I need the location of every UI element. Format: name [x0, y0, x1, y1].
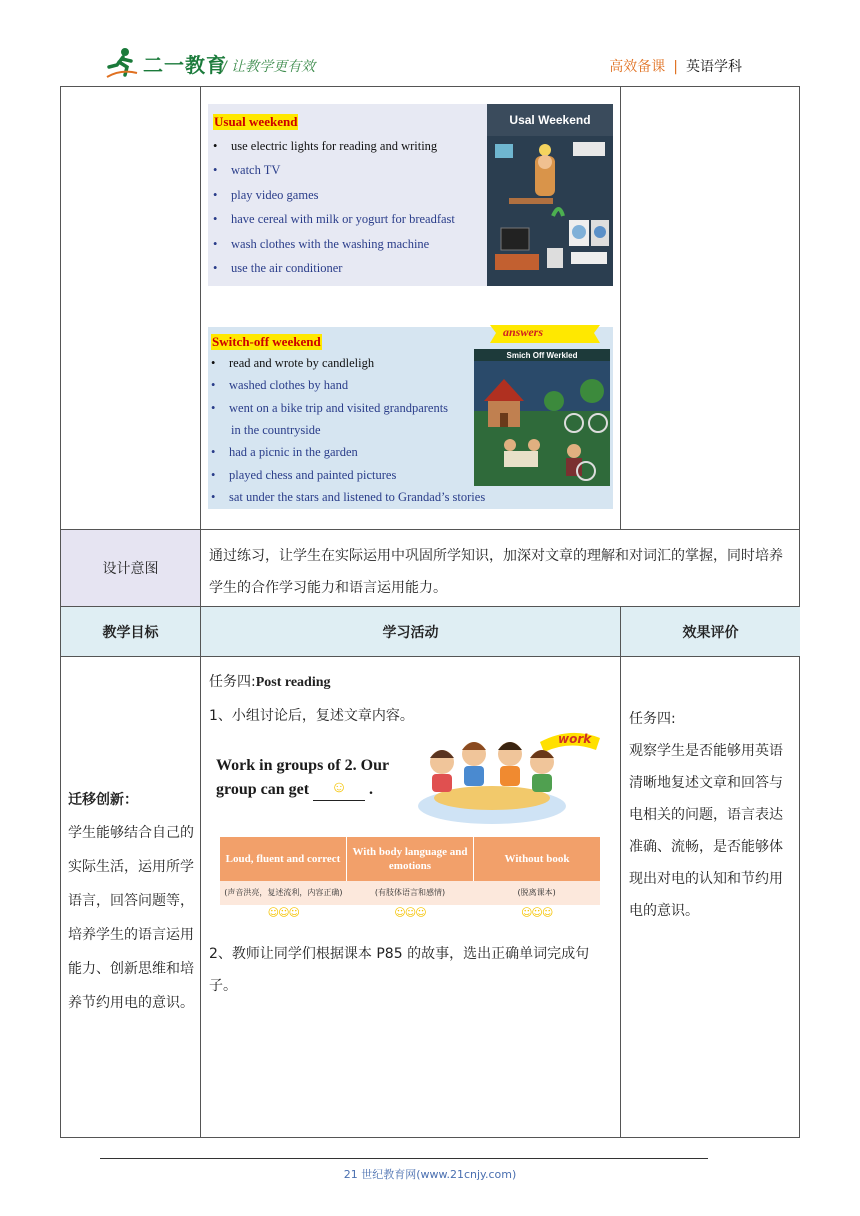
illustration-caption: Smich Off Werkled: [506, 351, 578, 360]
design-intent-label: 设计意图: [102, 561, 159, 577]
answers-badge: answers: [503, 325, 544, 339]
evaluation-text: 观察学生是否能够用英语清晰地复述文章和回答与电相关的问题，语言表达准确、流畅，是否能够体现出对电的认知和节约用电的意识。: [629, 743, 783, 919]
evaluation-title: 任务四:: [629, 711, 676, 727]
design-intent-text: 通过练习，让学生在实际运用中巩固所学知识，加深对文章的理解和对词汇的掌握，同时培养学生的合作学习能力和语言运用能力。: [209, 548, 783, 596]
smiley-icon: ☺☺☺: [394, 906, 426, 919]
logo-text: 二一教育: [143, 52, 227, 77]
task-heading: 任务四:Post reading: [209, 674, 331, 690]
list-item: • had a picnic in the garden: [211, 445, 358, 459]
usual-weekend-slide: [208, 104, 613, 286]
criteria-sub-row: [220, 881, 600, 905]
list-item: • read and wrote by candleligh: [211, 356, 375, 370]
header-course: 高效备课: [609, 59, 666, 75]
list-item: • played chess and painted pictures: [211, 468, 397, 482]
col-head-goal: 教学目标: [102, 624, 159, 641]
usual-weekend-illustration: [487, 104, 613, 286]
list-item: • washed clothes by hand: [211, 378, 349, 392]
smiley-icon: ☺☺☺: [267, 906, 300, 919]
criteria-header: Loud, fluent and correct: [220, 837, 347, 881]
group-work-title: Work in groups of 2. Our group can get ☺ .: [216, 754, 389, 803]
group-work-slide: [208, 730, 602, 920]
criteria-sub: (脱离课本): [517, 888, 556, 897]
col-head-activity: 学习活动: [382, 624, 439, 641]
runner-logo-icon: [105, 47, 139, 79]
children-group-icon: [408, 736, 576, 828]
countryside-scene-icon: [474, 361, 610, 486]
list-item: • have cereal with milk or yogurt for breadfast: [213, 212, 455, 226]
criteria-header: Without book: [474, 837, 600, 881]
switch-off-weekend-title: Switch-off weekend: [212, 334, 321, 349]
usual-weekend-title: Usual weekend: [214, 114, 298, 129]
activity-step-2: 2、教师让同学们根据课本 P85 的故事，选出正确单词完成句子。: [209, 946, 590, 994]
list-item: • use the air conditioner: [213, 261, 343, 275]
work-badge: work: [558, 732, 592, 746]
list-item: • went on a bike trip and visited grandparents: [211, 401, 449, 415]
logo: [105, 46, 227, 80]
slogan: / 让教学更有效: [222, 59, 316, 75]
switch-off-weekend-slide: [208, 327, 613, 509]
switch-off-weekend-illustration: [474, 349, 610, 486]
illustration-caption: Usal Weekend: [487, 104, 613, 136]
criteria-sub: (有肢体语言和感情): [374, 888, 446, 897]
criteria-sub: (声音洪亮，复述流利，内容正确): [224, 888, 343, 897]
list-item: • play video games: [213, 188, 319, 202]
list-item: • sat under the stars and listened to Grandad’s stories: [211, 490, 486, 504]
list-item: • wash clothes with the washing machine: [213, 237, 430, 251]
goal-title: 迁移创新：: [68, 792, 138, 808]
list-item: • watch TV: [213, 163, 281, 177]
home-appliances-icon: [487, 136, 613, 286]
goal-text: 学生能够结合自己的实际生活，运用所学语言，回答问题等，培养学生的语言运用能力、创新思维和培养节约用电的意识。: [68, 825, 194, 1011]
list-item-continued: in the countryside: [231, 423, 321, 437]
page-header: [0, 0, 860, 86]
activity-step-1: 1、小组讨论后，复述文章内容。: [209, 708, 414, 724]
col-head-evaluation: 效果评价: [682, 624, 739, 641]
header-discipline: 英语学科: [686, 59, 742, 75]
smiley-icon: ☺☺☺: [520, 906, 553, 919]
criteria-header-row: [220, 837, 600, 881]
criteria-header: With body language and emotions: [347, 837, 474, 881]
footer-text: 21 世纪教育网(www.21cnjy.com): [343, 1168, 517, 1181]
header-separator: |: [673, 59, 678, 75]
smiley-row: [220, 906, 600, 920]
footer-divider: [100, 1158, 708, 1159]
list-item: • use electric lights for reading and writing: [213, 139, 438, 153]
header-subject: [609, 56, 742, 76]
